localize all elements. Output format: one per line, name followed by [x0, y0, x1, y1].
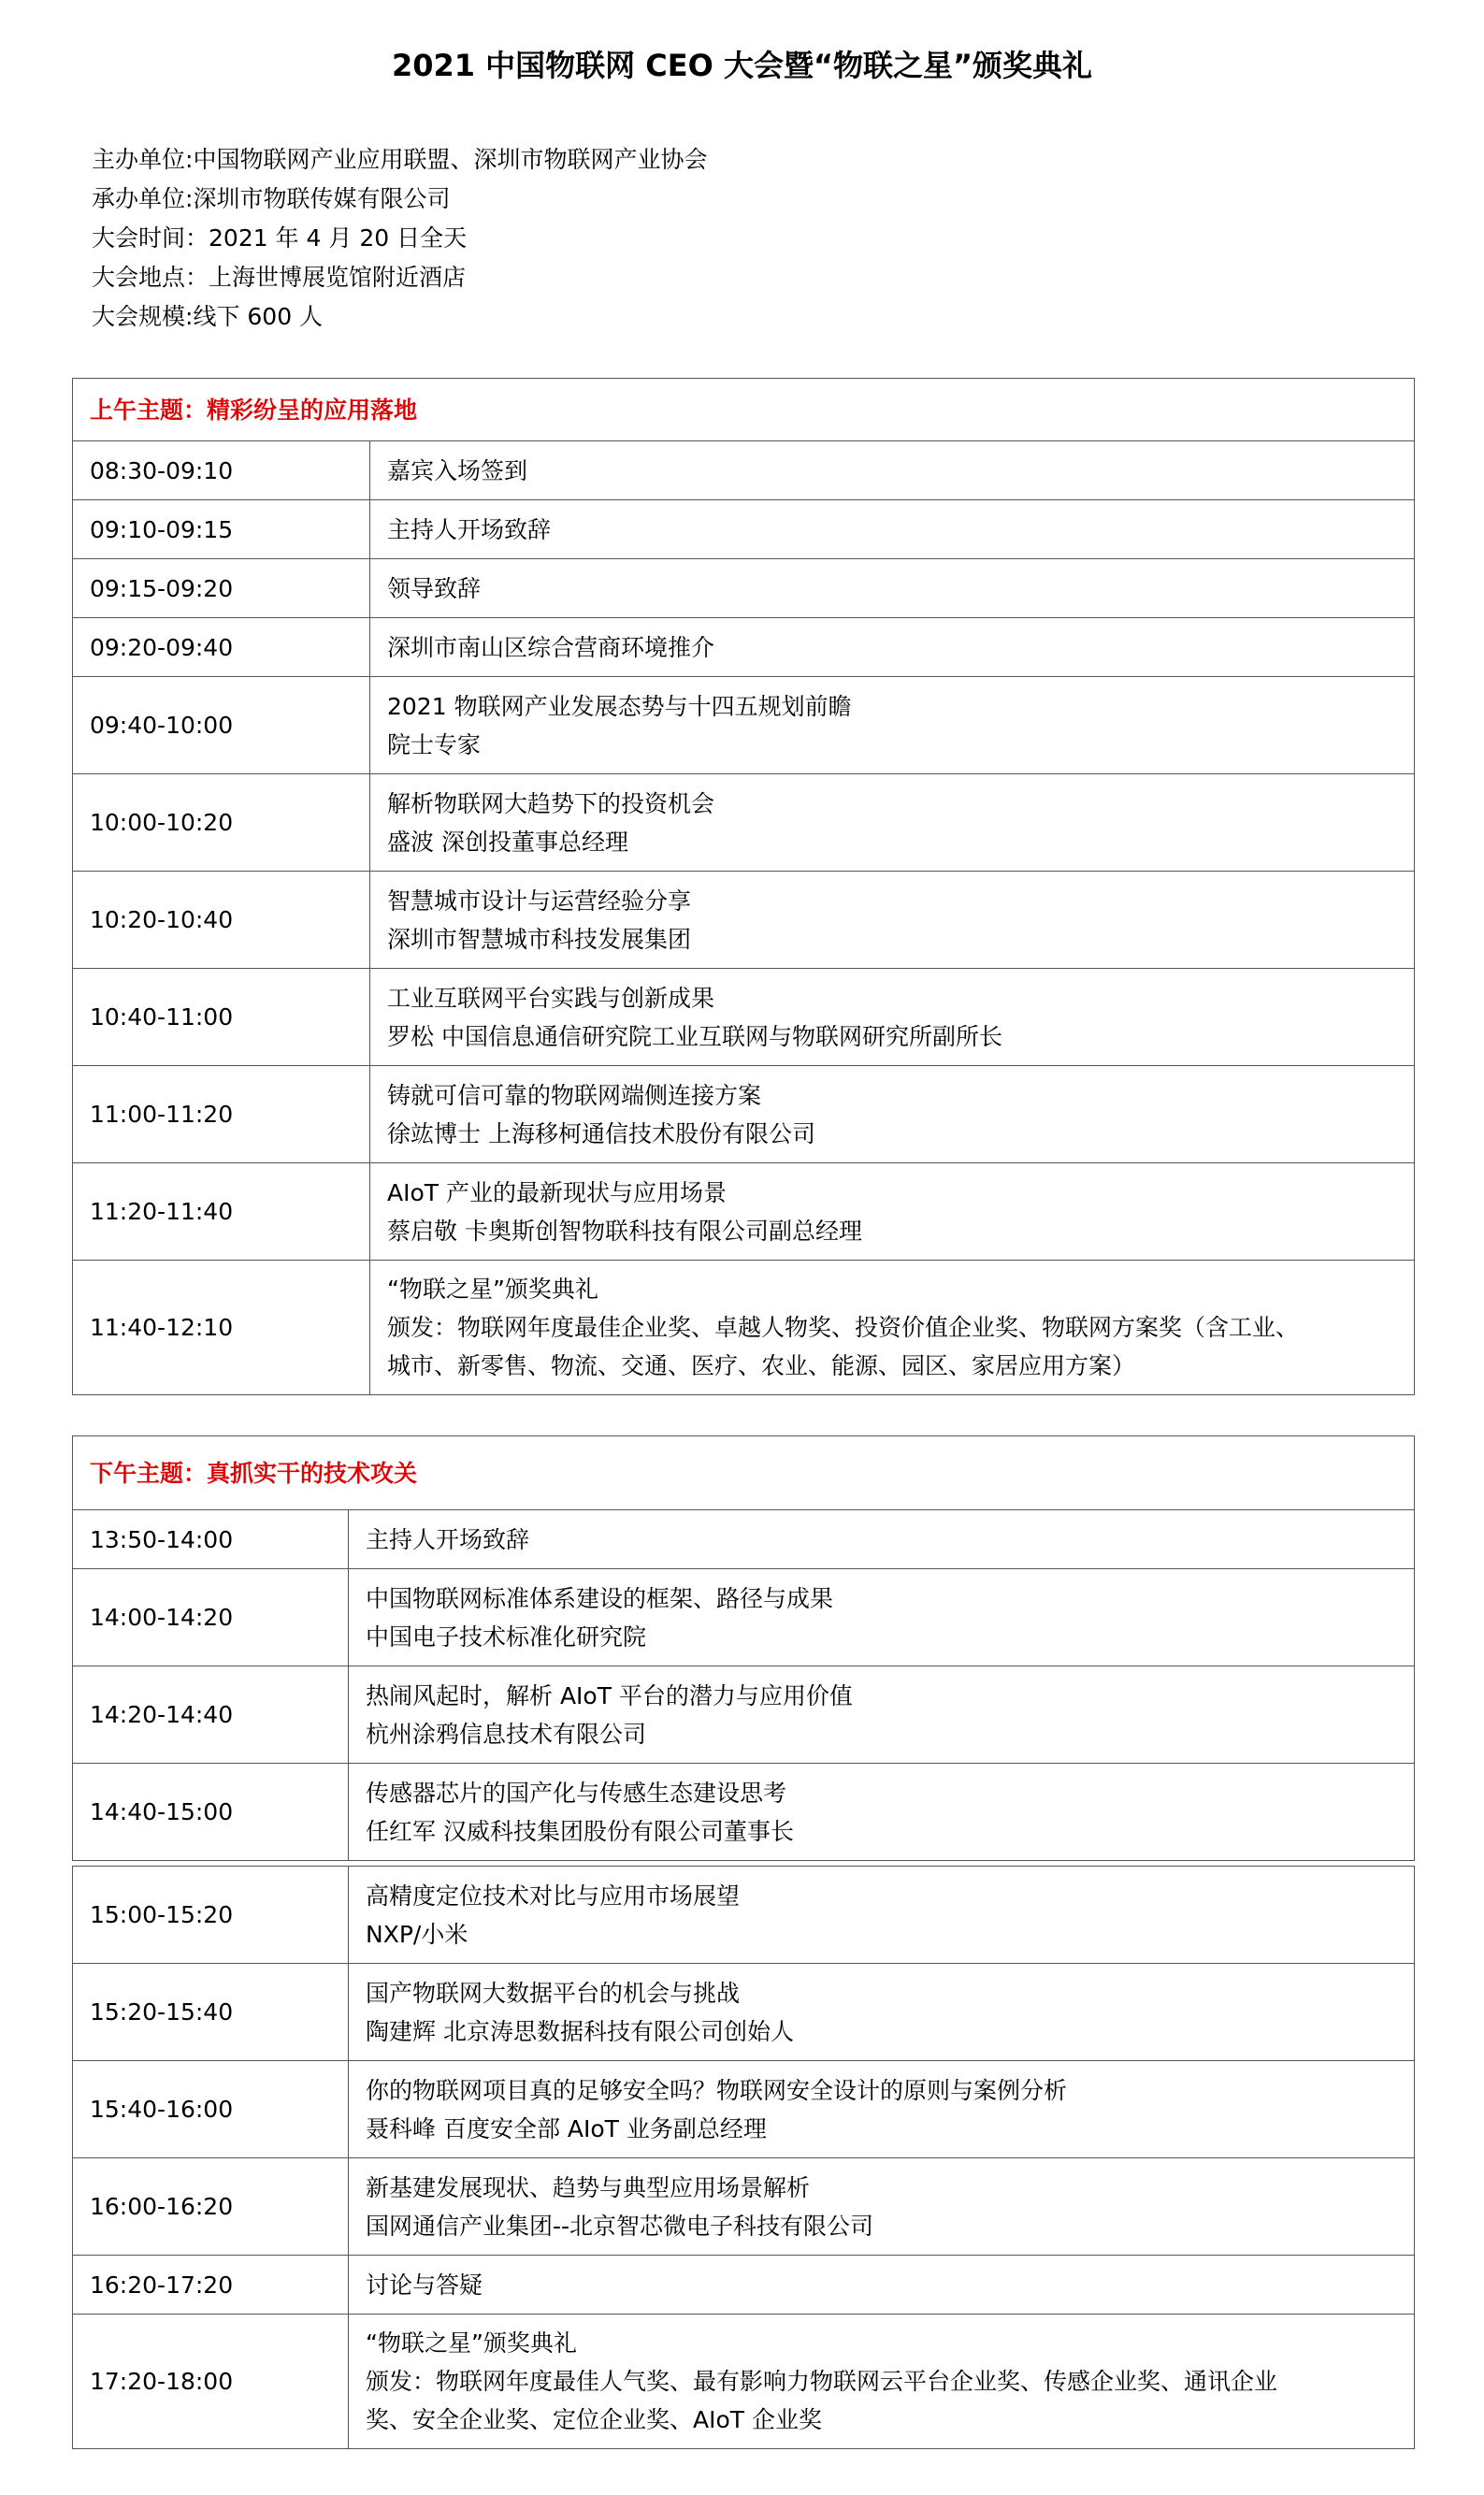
- schedule-row: [73, 677, 1415, 774]
- afternoon-theme: [73, 1436, 1415, 1510]
- info-label: 大会地点：: [92, 264, 209, 291]
- schedule-activity: [370, 677, 1415, 774]
- afternoon-theme-text: 下午主题：真抓实干的技术攻关: [90, 1459, 418, 1487]
- activity-line: 国产物联网大数据平台的机会与挑战: [366, 1979, 741, 2007]
- info-row: [92, 180, 707, 219]
- schedule-row: [73, 618, 1415, 677]
- schedule-row: [73, 1510, 1415, 1569]
- schedule-time: 11:20-11:40: [73, 1163, 370, 1261]
- schedule-row: [73, 1163, 1415, 1261]
- schedule-activity: [370, 1261, 1415, 1395]
- schedule-activity: [370, 441, 1415, 500]
- schedule-row: [73, 500, 1415, 559]
- schedule-time: 15:20-15:40: [73, 1964, 349, 2061]
- activity-line: 奖、安全企业奖、定位企业奖、AIoT 企业奖: [366, 2406, 822, 2433]
- schedule-activity: [349, 1666, 1415, 1764]
- schedule-activity: [370, 1163, 1415, 1261]
- schedule-time: 10:40-11:00: [73, 969, 370, 1066]
- schedule-time: 10:20-10:40: [73, 872, 370, 969]
- activity-line: 智慧城市设计与运营经验分享: [387, 887, 692, 915]
- activity-line: 新基建发展现状、趋势与典型应用场景解析: [366, 2173, 811, 2201]
- activity-line: NXP/小米: [366, 1920, 468, 1948]
- schedule-time: 09:10-09:15: [73, 500, 370, 559]
- activity-line: 罗松 中国信息通信研究院工业互联网与物联网研究所副所长: [387, 1022, 1002, 1050]
- schedule-activity: [349, 2256, 1415, 2315]
- schedule-activity: [349, 1964, 1415, 2061]
- schedule-activity: [370, 559, 1415, 618]
- schedule-activity: [370, 774, 1415, 872]
- info-label: 大会规模:: [92, 303, 194, 330]
- activity-line: 杭州涂鸦信息技术有限公司: [366, 1720, 647, 1748]
- activity-line: 深圳市南山区综合营商环境推介: [387, 633, 715, 661]
- afternoon-schedule-table-1: [72, 1435, 1415, 1861]
- schedule-row: [73, 441, 1415, 500]
- info-row: [92, 140, 707, 180]
- activity-line: “物联之星”颁奖典礼: [387, 1276, 598, 1303]
- info-label: 大会时间：: [92, 224, 209, 252]
- schedule-time: 14:40-15:00: [73, 1764, 349, 1861]
- activity-line: 铸就可信可靠的物联网端侧连接方案: [387, 1081, 762, 1109]
- info-row: [92, 219, 707, 258]
- schedule-activity: [370, 872, 1415, 969]
- activity-line: 你的物联网项目真的足够安全吗？物联网安全设计的原则与案例分析: [366, 2076, 1068, 2104]
- info-value: 线下 600 人: [193, 303, 324, 330]
- schedule-time: 11:40-12:10: [73, 1261, 370, 1395]
- schedule-time: 09:15-09:20: [73, 559, 370, 618]
- activity-line: 盛波 深创投董事总经理: [387, 828, 628, 856]
- activity-line: 中国电子技术标准化研究院: [366, 1622, 647, 1651]
- schedule-time: 15:40-16:00: [73, 2061, 349, 2158]
- schedule-activity: [370, 618, 1415, 677]
- activity-line: 城市、新零售、物流、交通、医疗、农业、能源、园区、家居应用方案）: [387, 1352, 1136, 1379]
- activity-line: 国网通信产业集团--北京智芯微电子科技有限公司: [366, 2212, 874, 2240]
- activity-line: 颁发：物联网年度最佳人气奖、最有影响力物联网云平台企业奖、传感企业奖、通讯企业: [366, 2368, 1278, 2395]
- schedule-time: 10:00-10:20: [73, 774, 370, 872]
- schedule-time: 09:20-09:40: [73, 618, 370, 677]
- afternoon-theme-row: [73, 1436, 1415, 1510]
- schedule-time: 09:40-10:00: [73, 677, 370, 774]
- info-label: 承办单位:: [92, 185, 194, 212]
- info-row: [92, 258, 707, 297]
- schedule-activity: [370, 969, 1415, 1066]
- schedule-activity: [349, 1510, 1415, 1569]
- activity-line: 嘉宾入场签到: [387, 456, 528, 484]
- schedule-time: 08:30-09:10: [73, 441, 370, 500]
- schedule-row: [73, 2256, 1415, 2315]
- schedule-time: 16:00-16:20: [73, 2158, 349, 2256]
- schedule-row: [73, 1867, 1415, 1964]
- schedule-time: 16:20-17:20: [73, 2256, 349, 2315]
- schedule-row: [73, 872, 1415, 969]
- info-value: 中国物联网产业应用联盟、深圳市物联网产业协会: [193, 146, 708, 173]
- schedule-row: [73, 1066, 1415, 1163]
- activity-line: 领导致辞: [387, 574, 482, 602]
- info-value: 深圳市物联传媒有限公司: [193, 185, 451, 212]
- activity-line: 解析物联网大趋势下的投资机会: [387, 789, 715, 817]
- activity-line: 任红军 汉威科技集团股份有限公司董事长: [366, 1817, 794, 1845]
- schedule-row: [73, 559, 1415, 618]
- activity-line: 2021 物联网产业发展态势与十四五规划前瞻: [387, 692, 852, 720]
- morning-theme-text: 上午主题：精彩纷呈的应用落地: [90, 396, 418, 424]
- info-label: 主办单位:: [92, 146, 194, 173]
- schedule-activity: [349, 2158, 1415, 2256]
- schedule-activity: [349, 2315, 1415, 2449]
- schedule-row: [73, 1964, 1415, 2061]
- schedule-row: [73, 2158, 1415, 2256]
- activity-line: 工业互联网平台实践与创新成果: [387, 984, 715, 1012]
- activity-line: 主持人开场致辞: [366, 1525, 530, 1553]
- schedule-time: 17:20-18:00: [73, 2315, 349, 2449]
- activity-line: 陶建辉 北京涛思数据科技有限公司创始人: [366, 2017, 794, 2045]
- activity-line: 讨论与答疑: [366, 2271, 483, 2299]
- morning-theme: [73, 379, 1415, 441]
- activity-line: AIoT 产业的最新现状与应用场景: [387, 1178, 727, 1206]
- activity-line: 聂科峰 百度安全部 AIoT 业务副总经理: [366, 2114, 767, 2142]
- schedule-row: [73, 1569, 1415, 1666]
- activity-line: “物联之星”颁奖典礼: [366, 2329, 577, 2357]
- activity-line: 热闹风起时，解析 AIoT 平台的潜力与应用价值: [366, 1681, 853, 1709]
- activity-line: 传感器芯片的国产化与传感生态建设思考: [366, 1779, 787, 1807]
- page-title: 2021 中国物联网 CEO 大会暨“物联之星”颁奖典礼: [391, 48, 1093, 83]
- schedule-row: [73, 1764, 1415, 1861]
- activity-line: 颁发：物联网年度最佳企业奖、卓越人物奖、投资价值企业奖、物联网方案奖（含工业、: [387, 1314, 1300, 1341]
- schedule-row: [73, 774, 1415, 872]
- info-value: 2021 年 4 月 20 日全天: [209, 224, 468, 252]
- activity-line: 高精度定位技术对比与应用市场展望: [366, 1882, 741, 1910]
- activity-line: 院士专家: [387, 730, 482, 758]
- schedule-time: 15:00-15:20: [73, 1867, 349, 1964]
- activity-line: 徐竑博士 上海移柯通信技术股份有限公司: [387, 1119, 815, 1147]
- morning-theme-row: [73, 379, 1415, 441]
- info-row: [92, 297, 707, 337]
- schedule-row: [73, 1261, 1415, 1395]
- activity-line: 蔡启敬 卡奥斯创智物联科技有限公司副总经理: [387, 1217, 862, 1245]
- schedule-row: [73, 1666, 1415, 1764]
- schedule-activity: [349, 1867, 1415, 1964]
- schedule-row: [73, 2061, 1415, 2158]
- activity-line: 深圳市智慧城市科技发展集团: [387, 925, 692, 953]
- schedule-row: [73, 2315, 1415, 2449]
- schedule-time: 13:50-14:00: [73, 1510, 349, 1569]
- schedule-activity: [370, 1066, 1415, 1163]
- schedule-time: 11:00-11:20: [73, 1066, 370, 1163]
- schedule-activity: [370, 500, 1415, 559]
- schedule-time: 14:00-14:20: [73, 1569, 349, 1666]
- schedule-time: 14:20-14:40: [73, 1666, 349, 1764]
- activity-line: 主持人开场致辞: [387, 515, 552, 543]
- info-value: 上海世博展览馆附近酒店: [209, 264, 467, 291]
- schedule-row: [73, 969, 1415, 1066]
- morning-schedule-table: [72, 378, 1415, 1395]
- schedule-activity: [349, 1764, 1415, 1861]
- afternoon-schedule-table-2: [72, 1866, 1415, 2449]
- activity-line: 中国物联网标准体系建设的框架、路径与成果: [366, 1584, 834, 1612]
- schedule-activity: [349, 2061, 1415, 2158]
- event-info: [92, 140, 707, 337]
- schedule-activity: [349, 1569, 1415, 1666]
